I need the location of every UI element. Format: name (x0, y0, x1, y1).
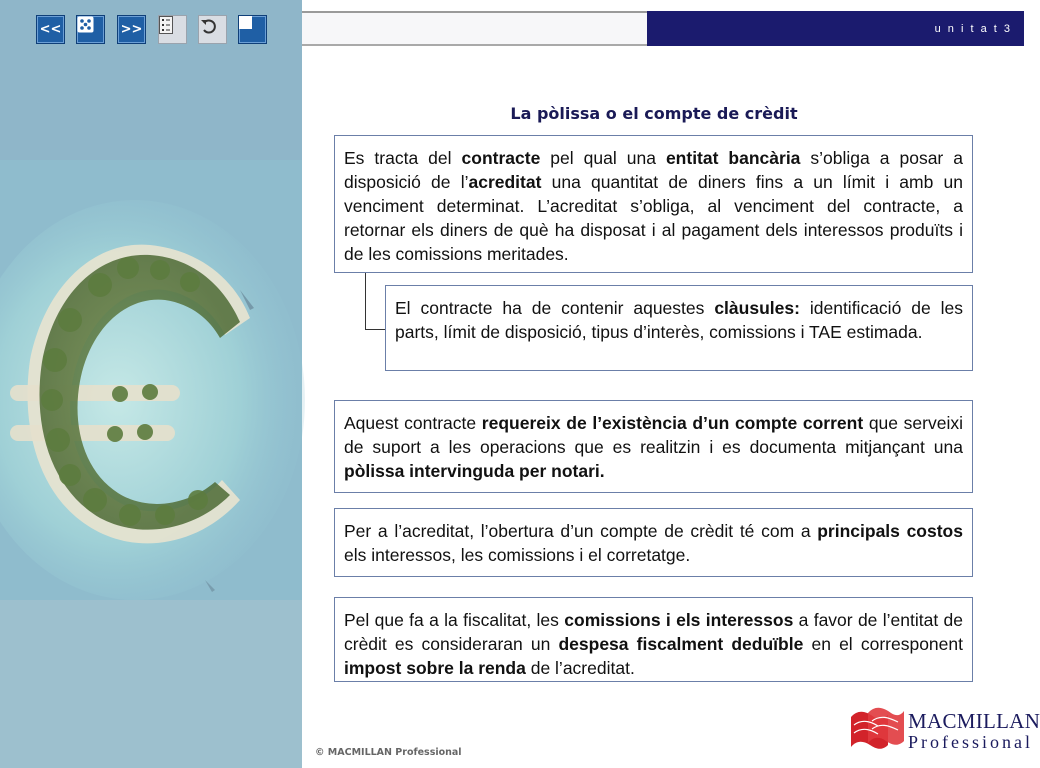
previous-button[interactable] (36, 15, 65, 44)
text-run: Es tracta del (344, 148, 462, 168)
bold-term: acreditat (468, 172, 542, 192)
text-run: identificació de les parts, límit de disposició, tipus d’interès, comissions i TAE estimada. (395, 298, 963, 342)
stop-square-icon (239, 16, 252, 29)
bold-term: despesa fiscalment deduïble (558, 634, 804, 654)
taxation-text (344, 608, 963, 680)
copyright-text: © MACMILLAN Professional (315, 747, 462, 758)
costs-text (344, 519, 963, 567)
taxation-box (334, 597, 973, 682)
connector-line (365, 273, 386, 330)
undo-arrow-icon (199, 16, 219, 36)
text-run: en el corresponent (803, 634, 963, 654)
wave-flag-icon (848, 705, 906, 753)
stop-button[interactable] (238, 15, 267, 44)
text-run: Per a l’acreditat, l’obertura d’un compte de crèdit té com a (344, 521, 818, 541)
text-run: de l’acreditat. (525, 658, 635, 678)
page-title: La pòlissa o el compte de crèdit (510, 104, 798, 123)
text-run: una quantitat de diners fins a un límit i amb un venciment determinat. L’acreditat s’obliga, al venciment del contracte, a retornar els diners de què ha disposat i al pagament dels interessos produïts i de les comissions meritades. (344, 172, 963, 264)
index-button[interactable] (158, 15, 187, 44)
undo-button[interactable] (198, 15, 227, 44)
costs-box (334, 508, 973, 577)
bold-term: contracte (461, 148, 541, 168)
clauses-text (395, 296, 963, 344)
unit-header-band (647, 11, 1024, 46)
bold-term: principals costos (817, 521, 963, 541)
next-label: >> (120, 22, 143, 37)
definition-box (334, 135, 973, 273)
definition-text (344, 146, 963, 266)
current-account-text (344, 411, 963, 483)
text-run: pel qual una (540, 148, 666, 168)
dice-icon (77, 16, 94, 33)
bold-term: pòlissa intervinguda per notari. (344, 461, 605, 481)
text-run: Pel que fa a la fiscalitat, les (344, 610, 565, 630)
text-run: Aquest contracte (344, 413, 482, 433)
clauses-box (385, 285, 973, 371)
home-button[interactable] (76, 15, 105, 44)
index-list-icon (159, 16, 173, 34)
header-strip (302, 13, 647, 46)
logo-name: MACMILLAN (908, 709, 1040, 733)
text-run: que serveixi de suport a les operacions que es realitzin i es documenta mitjançant una (344, 413, 963, 457)
island-photo-panel (0, 0, 302, 768)
text-run: El contracte ha de contenir aquestes (395, 298, 715, 318)
next-button[interactable] (117, 15, 146, 44)
navigation-toolbar (36, 15, 276, 44)
current-account-box (334, 400, 973, 493)
logo-subtitle: Professional (908, 732, 1033, 752)
text-run: s’obliga a posar a disposició de l’ (344, 148, 963, 192)
previous-label: << (39, 22, 62, 37)
unit-label: u n i t a t 3 (934, 23, 1012, 35)
bold-term: comissions i els interessos (564, 610, 794, 630)
bold-term: clàusules: (714, 298, 800, 318)
euro-island-image (0, 0, 302, 768)
bold-term: impost sobre la renda (344, 658, 526, 678)
macmillan-logo (848, 703, 1040, 755)
text-run: els interessos, les comissions i el corretatge. (344, 545, 691, 565)
text-run: a favor de l’entitat de crèdit es consideraran un (344, 610, 964, 654)
bold-term: requereix de l’existència d’un compte corrent (481, 413, 864, 433)
bold-term: entitat bancària (665, 148, 801, 168)
